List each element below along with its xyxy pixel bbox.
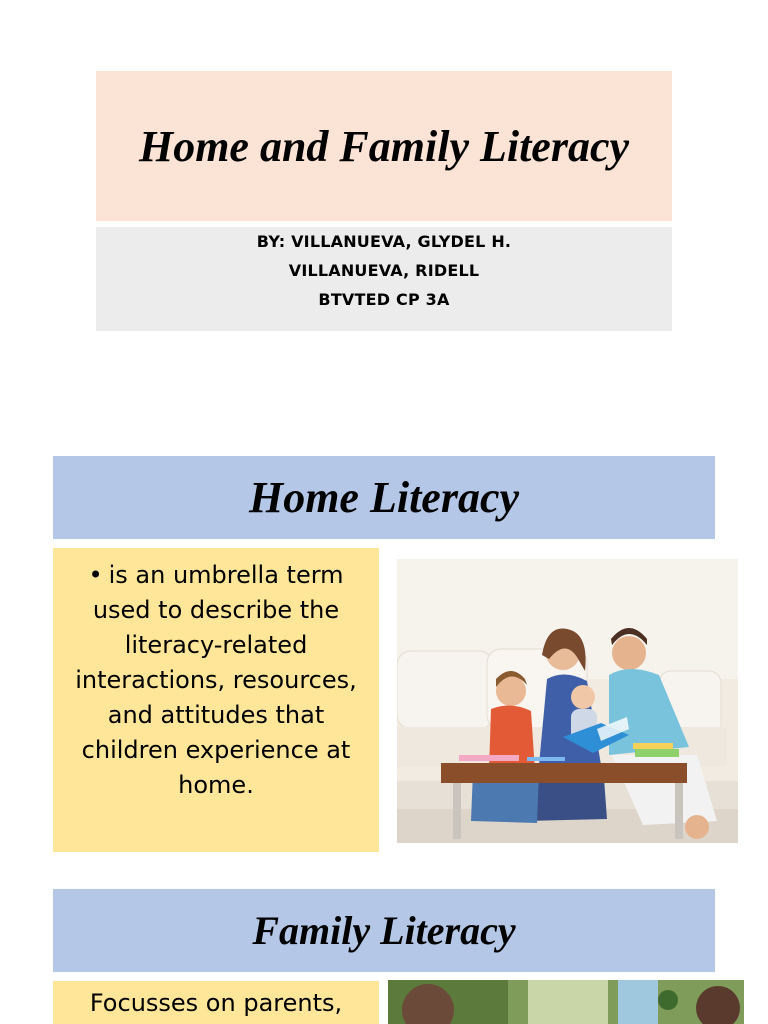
byline-box [96,227,672,331]
family-literacy-definition [53,981,379,1024]
title-box [96,71,672,221]
home-literacy-text: is an umbrella term used to describe the literacy-related interactions, resources, and attitudes that children experience at home. [75,561,357,799]
family-reading-photo [397,559,738,843]
family-literacy-heading: Family Literacy [252,908,516,953]
family-outdoor-photo [388,980,744,1024]
family-literacy-header [53,889,715,972]
home-literacy-header [53,456,715,539]
home-literacy-heading: Home Literacy [248,473,519,522]
author-line-2: VILLANUEVA, RIDELL [288,260,480,280]
author-line-1: BY: VILLANUEVA, GLYDEL H. [256,231,512,251]
home-literacy-definition [53,548,379,852]
class-line: BTVTED CP 3A [318,289,450,309]
bullet-icon: • [88,561,103,589]
document-title: Home and Family Literacy [138,121,630,171]
family-literacy-text: Focusses on parents, [89,989,343,1017]
